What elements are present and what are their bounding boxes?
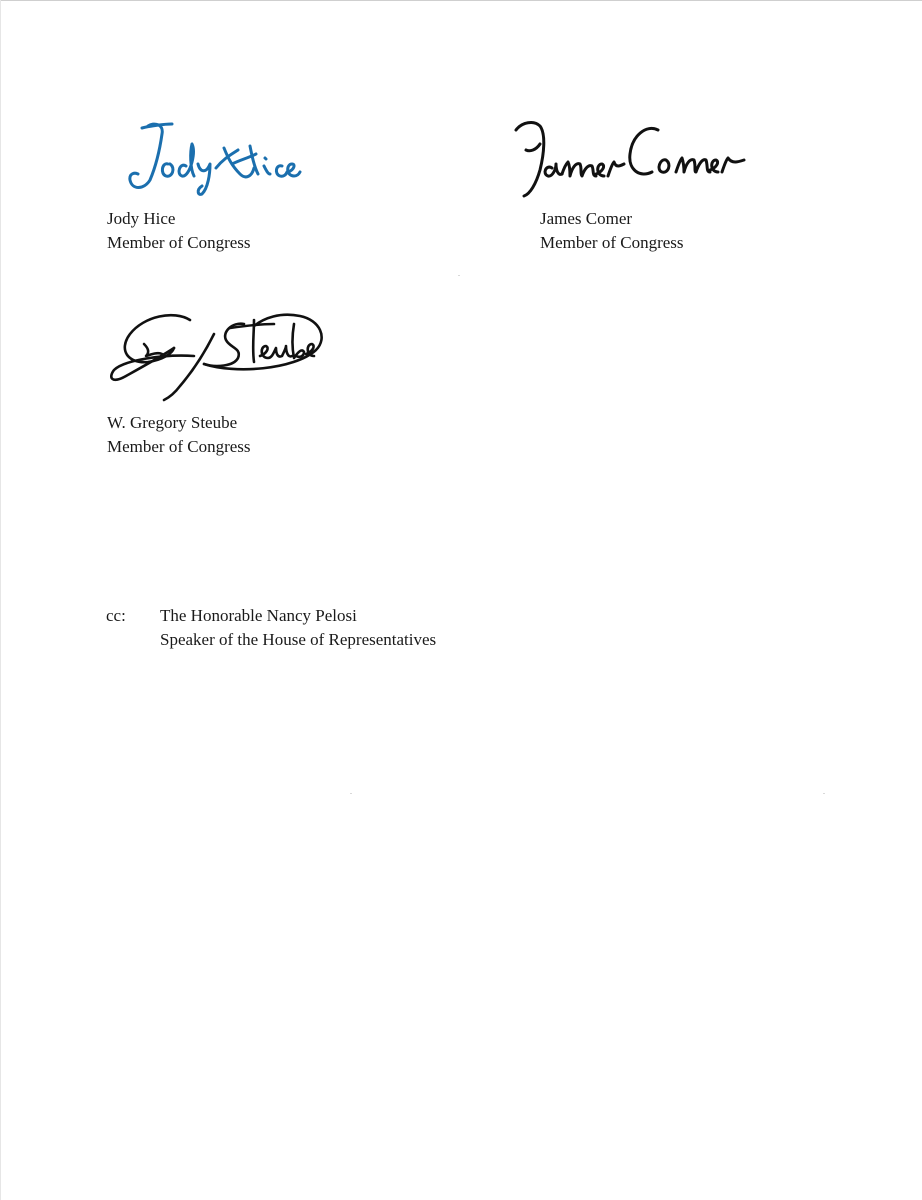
scan-speck [823,793,825,794]
signatory-title: Member of Congress [540,233,684,252]
scan-speck [350,793,352,794]
signatory-block [107,411,251,459]
scan-edge-top [0,0,922,1]
signatory-title: Member of Congress [107,437,251,456]
scan-speck [458,275,460,276]
cc-line: Speaker of the House of Representatives [160,630,437,649]
signatory-name: W. Gregory Steube [107,413,238,432]
signatory-name: Jody Hice [107,209,176,228]
cc-line: The Honorable Nancy Pelosi [160,606,357,625]
cc-recipient [160,604,436,652]
signature-gregory-steube [104,304,324,404]
signatory-block [540,207,684,255]
signature-jody-hice [120,118,300,198]
signatory-name: James Comer [540,209,633,228]
scan-edge-left [0,0,1,1200]
signature-james-comer [510,110,750,200]
signatory-block [107,207,251,255]
signatory-title: Member of Congress [107,233,251,252]
cc-label: cc: [106,606,126,625]
